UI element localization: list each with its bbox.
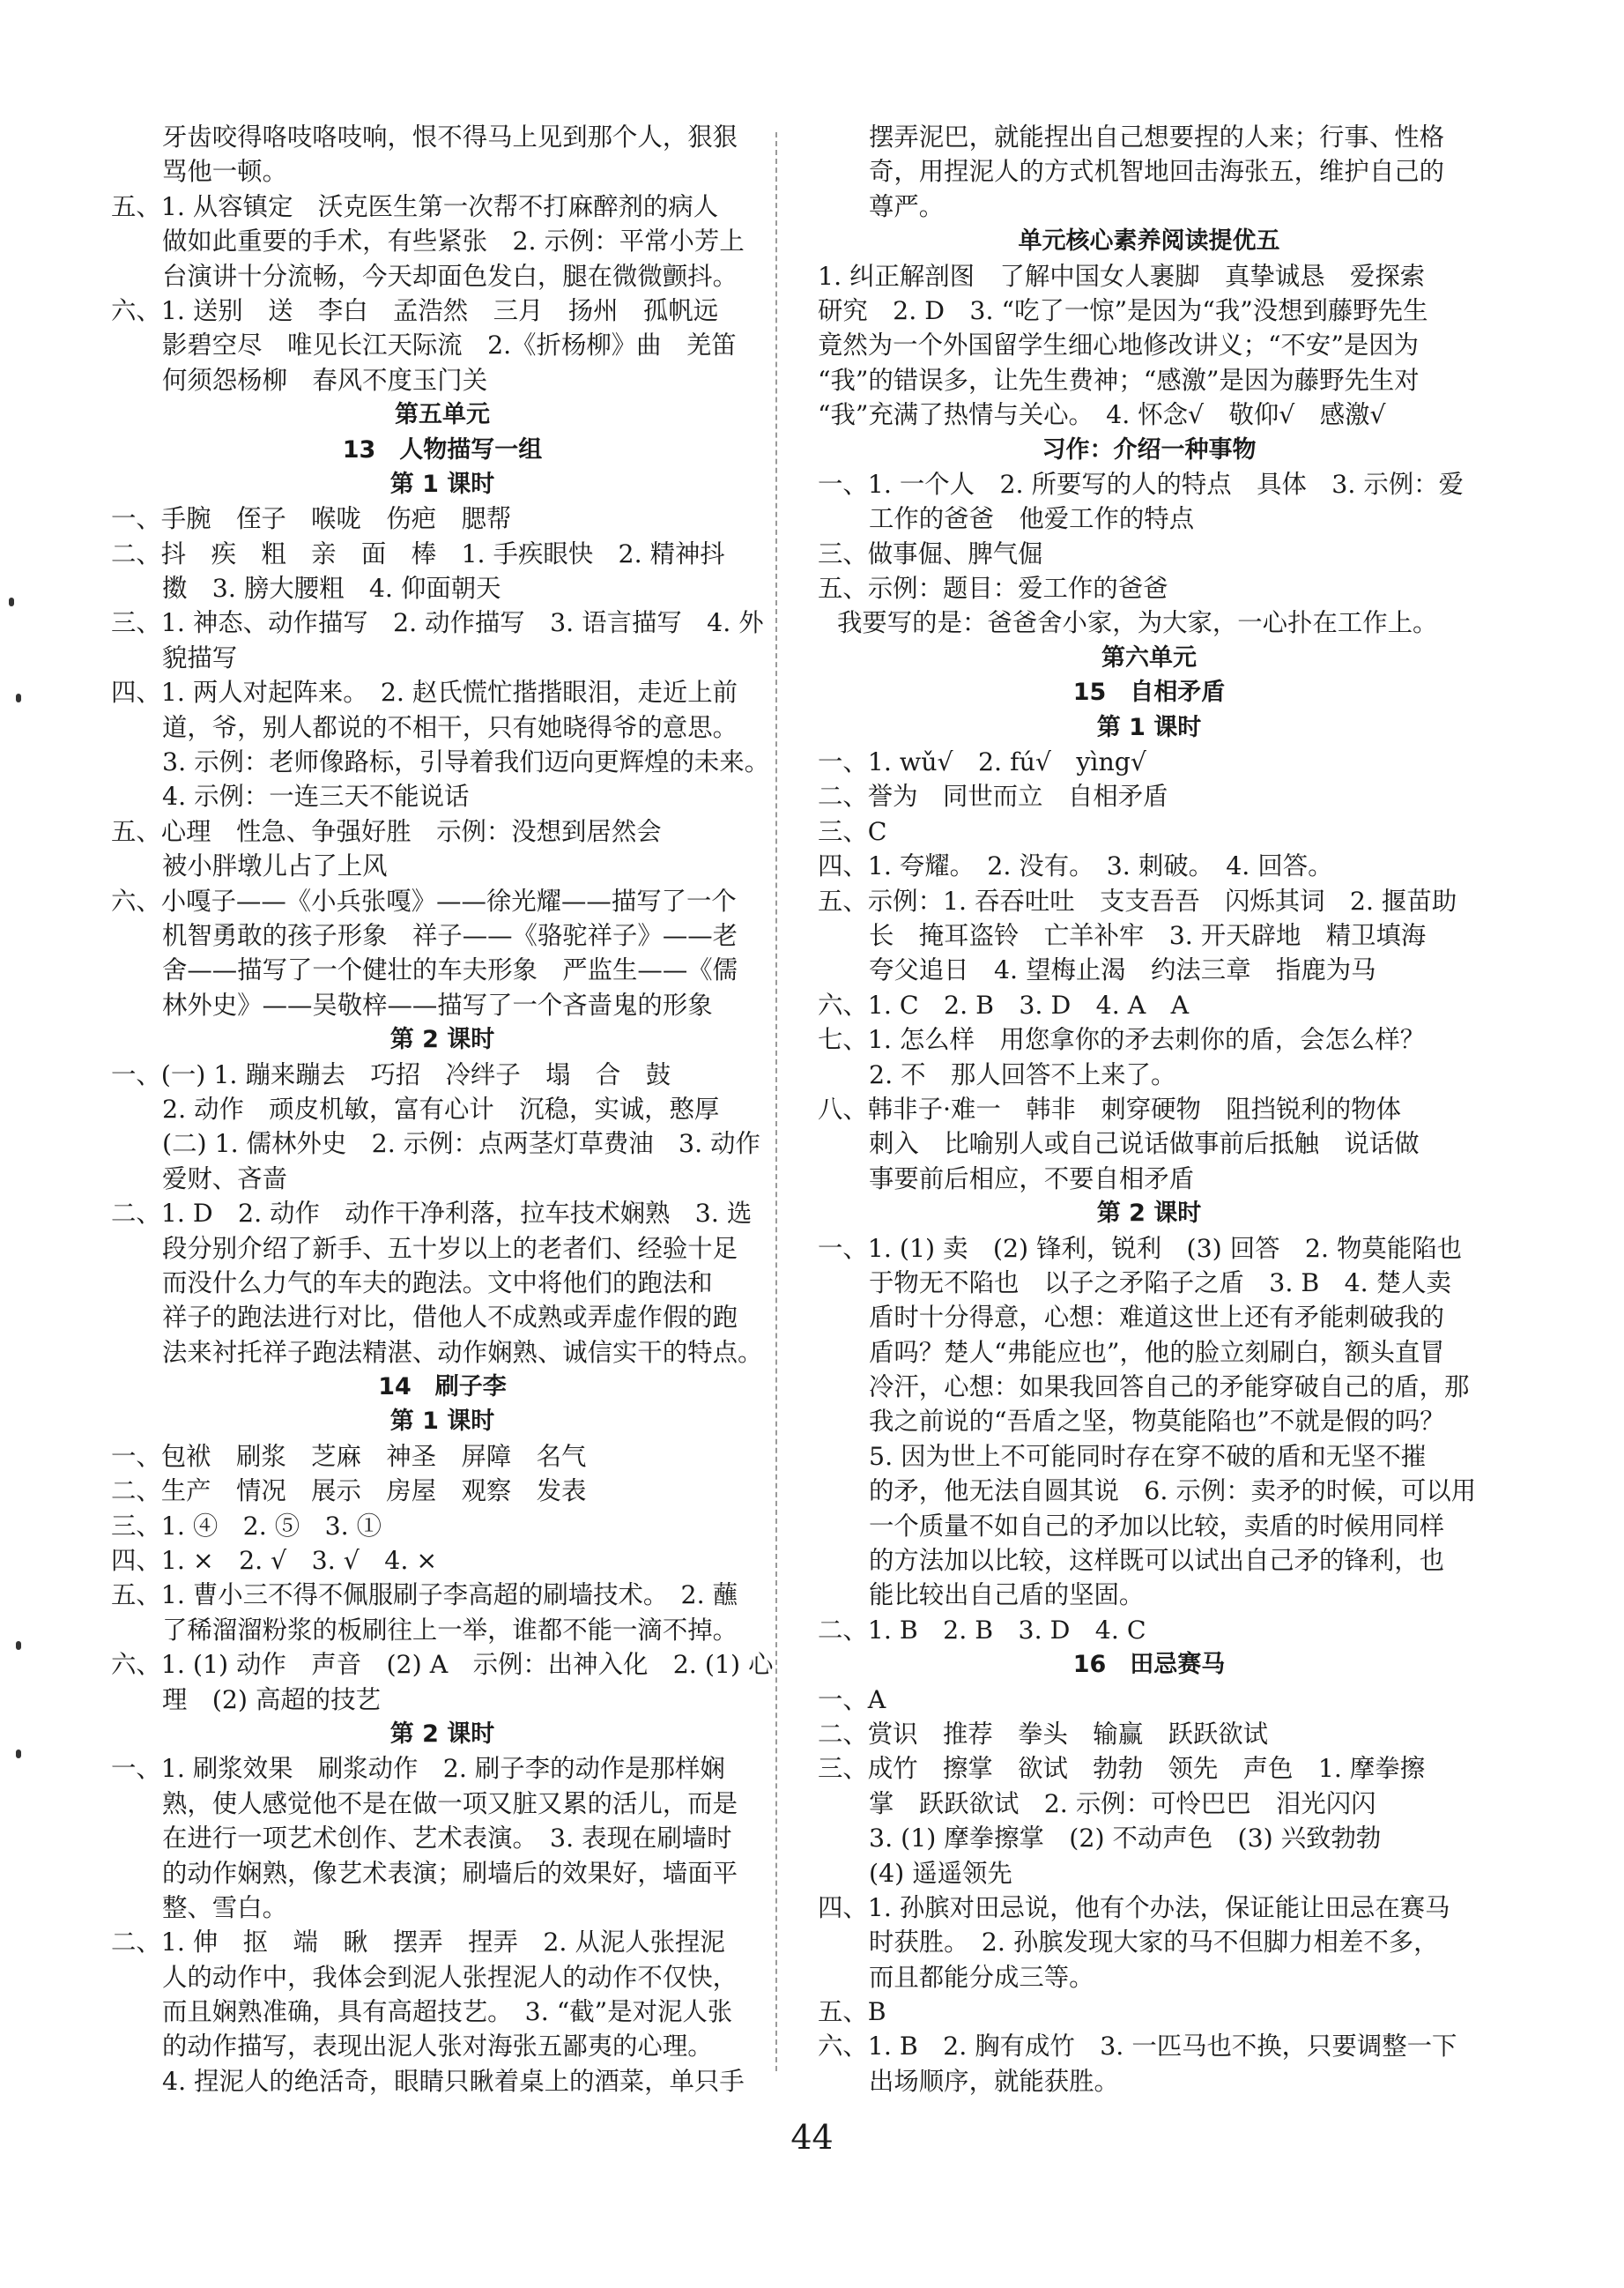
answer-line: 擞 3. 膀大腰粗 4. 仰面朝天 bbox=[162, 574, 501, 604]
answer-line: 五、B bbox=[818, 1997, 886, 2027]
answer-line: 影碧空尽 唯见长江天际流 2.《折杨柳》曲 羌笛 bbox=[162, 331, 737, 360]
answer-line: 一、1. 刷浆效果 刷浆动作 2. 刷子李的动作是那样娴 bbox=[111, 1754, 725, 1784]
answer-line: 我之前说的“吾盾之坚，物莫能陷也”不就是假的吗？ bbox=[869, 1407, 1445, 1437]
answer-line: 研究 2. D 3. “吃了一惊”是因为“我”没想到藤野先生 bbox=[818, 295, 1428, 325]
answer-line: 二、1. B 2. B 3. D 4. C bbox=[818, 1615, 1146, 1645]
answer-line: 六、1. C 2. B 3. D 4. A A bbox=[818, 990, 1190, 1020]
answer-line: 五、1. 从容镇定 沃克医生第一次帮不打麻醉剂的病人 bbox=[111, 191, 719, 221]
answer-line: 而且都能分成三等。 bbox=[869, 1962, 1094, 1992]
section-heading: 14 刷子李 bbox=[378, 1373, 507, 1401]
answer-line: 一、手腕 侄子 喉咙 伤疤 腮帮 bbox=[111, 504, 512, 534]
answer-line: 3. (1) 摩拳擦掌 (2) 不动声色 (3) 兴致勃勃 bbox=[869, 1824, 1382, 1853]
answer-line: 的矛，他无法自圆其说 6. 示例：卖矛的时候，可以用 bbox=[869, 1476, 1477, 1506]
answer-line: 四、1. × 2. √ 3. √ 4. × bbox=[111, 1546, 438, 1576]
answer-line: 出场顺序，就能获胜。 bbox=[869, 2066, 1119, 2096]
answer-line: 八、韩非子·难一 韩非 刺穿硬物 阻挡锐利的物体 bbox=[818, 1094, 1402, 1124]
answer-line: 的动作娴熟，像艺术表演；刷墙后的效果好，墙面平 bbox=[162, 1858, 738, 1888]
answer-line: 骂他一顿。 bbox=[162, 157, 287, 187]
answer-line: 2. 不 那人回答不上来了。 bbox=[869, 1059, 1176, 1089]
answer-line: 奇，用捏泥人的方式机智地回击海张五，维护自己的 bbox=[869, 157, 1444, 187]
answer-line: 的动作描写，表现出泥人张对海张五鄙夷的心理。 bbox=[162, 2032, 713, 2061]
answer-line: 二、1. D 2. 动作 动作干净利落，拉车技术娴熟 3. 选 bbox=[111, 1199, 753, 1229]
answer-line: 工作的爸爸 他爱工作的特点 bbox=[869, 504, 1195, 534]
scan-mark bbox=[9, 598, 14, 606]
section-heading: 第 2 课时 bbox=[389, 1720, 495, 1748]
answer-line: 4. 示例：一连三天不能说话 bbox=[162, 782, 470, 812]
answer-line: 而没什么力气的车夫的跑法。文中将他们的跑法和 bbox=[162, 1267, 713, 1297]
answer-line: 二、誉为 同世而立 自相矛盾 bbox=[818, 782, 1168, 812]
answer-line: 六、1. B 2. 胸有成竹 3. 一匹马也不换，只要调整一下 bbox=[818, 2032, 1457, 2061]
answer-line: 貌描写 bbox=[162, 643, 238, 672]
answer-line: 三、C bbox=[818, 816, 887, 846]
answer-line: 做如此重要的手术，有些紧张 2. 示例：平常小芳上 bbox=[162, 227, 745, 256]
answer-line: 六、1. (1) 动作 声音 (2) A 示例：出神入化 2. (1) 心 bbox=[111, 1650, 774, 1680]
section-heading: 第 1 课时 bbox=[389, 1408, 495, 1436]
scan-mark bbox=[16, 694, 21, 702]
answer-line: 4. 捏泥人的绝活奇，眼睛只瞅着桌上的酒菜，单只手 bbox=[162, 2066, 745, 2096]
left-column bbox=[111, 120, 774, 2099]
answer-line: 被小胖墩儿占了上风 bbox=[162, 851, 388, 881]
section-heading: 第 1 课时 bbox=[389, 470, 495, 498]
answer-line: 熟，使人感觉他不是在做一项又脏又累的活儿，而是 bbox=[162, 1788, 738, 1818]
answer-line: 一个质量不如自己的矛加以比较，卖盾的时候用同样 bbox=[869, 1511, 1444, 1541]
answer-line: 三、1. 神态、动作描写 2. 动作描写 3. 语言描写 4. 外 bbox=[111, 608, 764, 638]
answer-line: 二、赏识 推荐 拳头 输赢 跃跃欲试 bbox=[818, 1719, 1269, 1749]
answer-line: 摆弄泥巴，就能捏出自己想要捏的人来；行事、性格 bbox=[869, 123, 1444, 152]
answer-line: 林外史》——吴敬梓——描写了一个吝啬鬼的形象 bbox=[162, 990, 713, 1020]
answer-line: 尊严。 bbox=[869, 191, 945, 221]
answer-line: 四、1. 两人对起阵来。 2. 赵氏慌忙揩揩眼泪，走近上前 bbox=[111, 678, 738, 708]
scan-mark bbox=[16, 1641, 21, 1650]
answer-line: 二、生产 情况 展示 房屋 观察 发表 bbox=[111, 1476, 587, 1506]
section-heading: 第五单元 bbox=[395, 401, 490, 429]
answer-line: 长 掩耳盗铃 亡羊补牢 3. 开天辟地 精卫填海 bbox=[869, 920, 1427, 950]
answer-line: 五、示例：1. 吞吞吐吐 支支吾吾 闪烁其词 2. 揠苗助 bbox=[818, 886, 1457, 916]
section-heading: 16 田忌赛马 bbox=[1072, 1651, 1226, 1679]
section-heading: 15 自相矛盾 bbox=[1072, 679, 1226, 707]
answer-line: 五、示例：题目：爱工作的爸爸 bbox=[818, 574, 1168, 604]
answer-line: 三、1. ④ 2. ⑤ 3. ① bbox=[111, 1511, 382, 1541]
answer-line: 法来衬托祥子跑法精湛、动作娴熟、诚信实干的特点。 bbox=[162, 1337, 763, 1367]
section-heading: 第 1 课时 bbox=[1096, 713, 1202, 741]
answer-line: 一、包袱 刷浆 芝麻 神圣 屏障 名气 bbox=[111, 1441, 587, 1471]
answer-line: 1. 纠正解剖图 了解中国女人裹脚 真挚诚恳 爱探索 bbox=[818, 261, 1426, 291]
answer-line: 能比较出自己盾的坚固。 bbox=[869, 1580, 1145, 1610]
answer-line: 的方法加以比较，这样既可以试出自己矛的锋利，也 bbox=[869, 1546, 1444, 1576]
answer-line: 机智勇敢的孩子形象 祥子——《骆驼祥子》——老 bbox=[162, 920, 738, 950]
column-divider bbox=[775, 132, 777, 2071]
scan-mark bbox=[16, 1749, 21, 1758]
answer-line: 四、1. 夸耀。 2. 没有。 3. 刺破。 4. 回答。 bbox=[818, 851, 1333, 881]
answer-line: 五、1. 曹小三不得不佩服刷子李高超的刷墙技术。 2. 蘸 bbox=[111, 1580, 738, 1610]
answer-line: 二、1. 伸 抠 端 瞅 摆弄 捏弄 2. 从泥人张捏泥 bbox=[111, 1928, 725, 1957]
answer-line: 三、成竹 擦掌 欲试 勃勃 领先 声色 1. 摩拳擦 bbox=[818, 1754, 1426, 1784]
answer-line: 何须怨杨柳 春风不度玉门关 bbox=[162, 365, 488, 395]
answer-line: 盾吗？楚人“弗能应也”，他的脸立刻刷白，额头直冒 bbox=[869, 1337, 1445, 1367]
answer-line: 于物无不陷也 以子之矛陷子之盾 3. B 4. 楚人卖 bbox=[869, 1267, 1451, 1297]
answer-line: 我要写的是：爸爸舍小家，为大家，一心扑在工作上。 bbox=[837, 608, 1438, 638]
answer-line: (4) 遥遥领先 bbox=[869, 1858, 1012, 1888]
page-number: 44 bbox=[790, 2118, 834, 2157]
answer-line: 爱财、吝啬 bbox=[162, 1163, 287, 1193]
answer-line: 2. 动作 顽皮机敏，富有心计 沉稳，实诚，憨厚 bbox=[162, 1094, 720, 1124]
answer-line: 三、做事倔、脾气倔 bbox=[818, 539, 1043, 568]
answer-line: 夸父追日 4. 望梅止渴 约法三章 指鹿为马 bbox=[869, 955, 1376, 985]
answer-line: 段分别介绍了新手、五十岁以上的老者们、经验十足 bbox=[162, 1233, 738, 1263]
answer-line: 掌 跃跃欲试 2. 示例：可怜巴巴 泪光闪闪 bbox=[869, 1788, 1376, 1818]
answer-line: 一、(一) 1. 蹦来蹦去 巧招 冷绊子 塌 合 鼓 bbox=[111, 1059, 671, 1089]
section-heading: 单元核心素养阅读提优五 bbox=[1018, 227, 1280, 256]
answer-line: 四、1. 孙膑对田忌说，他有个办法，保证能让田忌在赛马 bbox=[818, 1892, 1450, 1922]
answer-line: 一、A bbox=[818, 1684, 886, 1714]
section-heading: 第 2 课时 bbox=[1096, 1200, 1202, 1228]
answer-line: 六、1. 送别 送 李白 孟浩然 三月 扬州 孤帆远 bbox=[111, 295, 719, 325]
answer-line: “我”的错误多，让先生费神；“感激”是因为藤野先生对 bbox=[818, 365, 1420, 395]
answer-line: 理 (2) 高超的技艺 bbox=[162, 1684, 381, 1714]
answer-line: 而且娴熟准确，具有高超技艺。 3. “截”是对泥人张 bbox=[162, 1997, 733, 2027]
answer-line: 七、1. 怎么样 用您拿你的矛去刺你的盾，会怎么样？ bbox=[818, 1025, 1426, 1055]
answer-line: 冷汗，心想：如果我回答自己的矛能穿破自己的盾，那 bbox=[869, 1372, 1470, 1402]
answer-line: 一、1. (1) 卖 (2) 锋利，锐利 (3) 回答 2. 物莫能陷也 bbox=[818, 1233, 1462, 1263]
answer-line: 3. 示例：老师像路标，引导着我们迈向更辉煌的未来。 bbox=[162, 747, 770, 777]
section-heading: 习作：介绍一种事物 bbox=[1042, 435, 1257, 464]
answer-line: 一、1. 一个人 2. 所要写的人的特点 具体 3. 示例：爱 bbox=[818, 469, 1464, 499]
answer-line: 人的动作中，我体会到泥人张捏泥人的动作不仅快， bbox=[162, 1962, 738, 1992]
answer-line: 道，爷，别人都说的不相干，只有她晓得爷的意思。 bbox=[162, 712, 738, 742]
section-heading: 第六单元 bbox=[1101, 643, 1197, 672]
right-column bbox=[818, 120, 1480, 2099]
section-heading: 第 2 课时 bbox=[389, 1026, 495, 1054]
answer-line: 竟然为一个外国留学生细心地修改讲义；“不安”是因为 bbox=[818, 331, 1420, 360]
answer-line: 了稀溜溜粉浆的板刷往上一举，谁都不能一滴不掉。 bbox=[162, 1615, 738, 1645]
answer-line: 台演讲十分流畅，今天却面色发白，腿在微微颤抖。 bbox=[162, 261, 738, 291]
answer-line: 5. 因为世上不可能同时存在穿不破的盾和无坚不摧 bbox=[869, 1441, 1427, 1471]
answer-line: (二) 1. 儒林外史 2. 示例：点两茎灯草费油 3. 动作 bbox=[162, 1129, 760, 1159]
answer-line: 六、小嘎子——《小兵张嘎》——徐光耀——描写了一个 bbox=[111, 886, 737, 916]
answer-line: 舍——描写了一个健壮的车夫形象 严监生——《儒 bbox=[162, 955, 738, 985]
answer-line: 事要前后相应，不要自相矛盾 bbox=[869, 1163, 1195, 1193]
answer-line: 盾时十分得意，心想：难道这世上还有矛能刺破我的 bbox=[869, 1303, 1444, 1333]
answer-line: 时获胜。 2. 孙膑发现大家的马不但脚力相差不多， bbox=[869, 1928, 1439, 1957]
answer-line: 五、心理 性急、争强好胜 示例：没想到居然会 bbox=[111, 816, 662, 846]
answer-line: 刺入 比喻别人或自己说话做事前后抵触 说话做 bbox=[869, 1129, 1420, 1159]
section-heading: 13 人物描写一组 bbox=[342, 435, 543, 464]
answer-line: 牙齿咬得咯吱咯吱响，恨不得马上见到那个人，狠狠 bbox=[162, 123, 738, 152]
answer-line: “我”充满了热情与关心。 4. 怀念√ 敬仰√ 感激√ bbox=[818, 400, 1386, 430]
answer-line: 在进行一项艺术创作、艺术表演。 3. 表现在刷墙时 bbox=[162, 1824, 732, 1853]
answer-line: 整、雪白。 bbox=[162, 1892, 287, 1922]
answer-line: 一、1. wǔ√ 2. fú√ yìng√ bbox=[818, 747, 1147, 777]
answer-line: 二、抖 疾 粗 亲 面 棒 1. 手疾眼快 2. 精神抖 bbox=[111, 539, 725, 568]
answer-line: 祥子的跑法进行对比，借他人不成熟或弄虚作假的跑 bbox=[162, 1303, 738, 1333]
